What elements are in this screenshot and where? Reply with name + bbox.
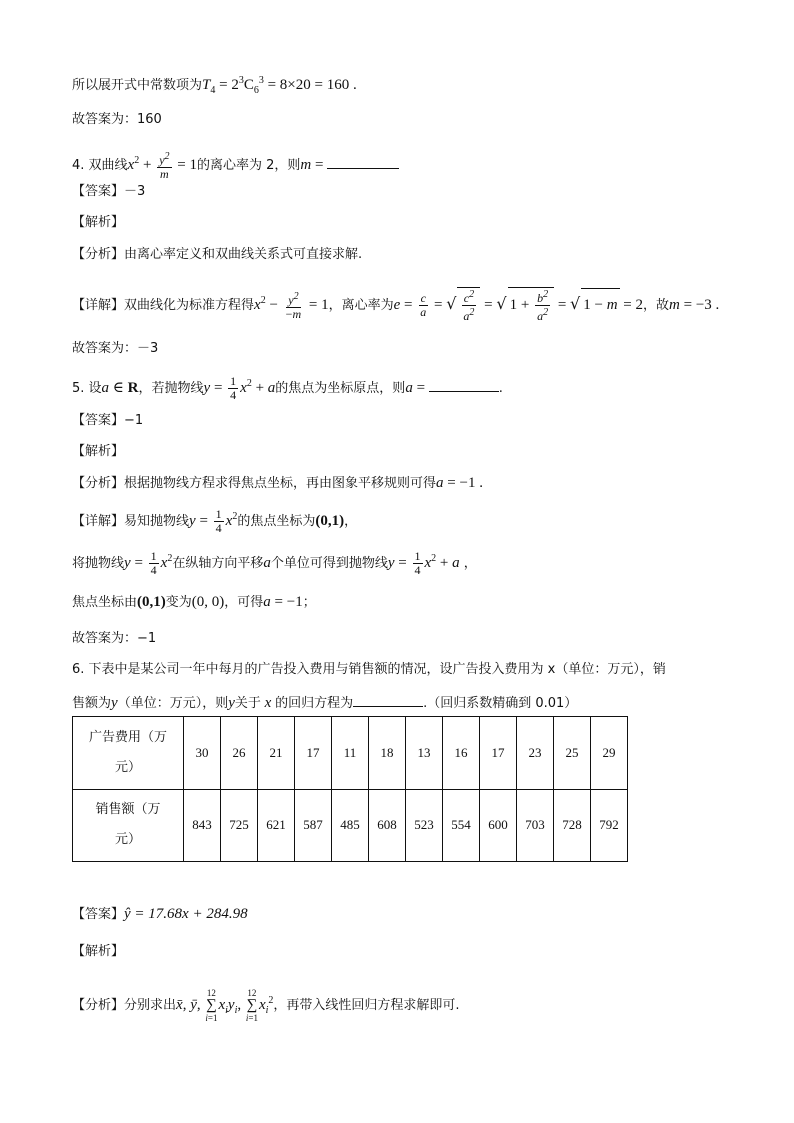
q5-set: a ∈ R — [101, 380, 139, 396]
fenxi-label: 【分析】 — [72, 476, 125, 491]
q5-line2: 将抛物线y = $\frac{1}{4}$ $x^2$在纵轴方向平移a个单位可得到抛物线y = $\frac{1}{4}$ $x^2 + a$ ， — [72, 549, 477, 578]
formula: $T_4 = 2^3C_6^3 = 8\times 20 = 160$ . — [202, 75, 357, 96]
cell: 608 — [369, 789, 406, 862]
table-row — [73, 717, 628, 790]
q5-question: 5. 设a ∈ R，若抛物线y = $\frac{1}{4}$ $x^2 + a$的焦点为坐标原点，则a = . — [72, 374, 503, 403]
header-text: 广告费用（万 — [88, 729, 167, 745]
text: 将抛物线 — [72, 556, 125, 571]
text: 焦点坐标由 — [72, 595, 138, 610]
parabola-base: y = $\frac{1}{4}$ $x^2$ — [189, 507, 238, 536]
q5-final: 故答案为：−1 — [72, 631, 157, 646]
var-y: y — [111, 695, 118, 711]
answer-label: 【答案】 — [72, 907, 125, 922]
cell: 554 — [443, 789, 480, 862]
q4-final: 故答案为：－3 — [72, 341, 159, 356]
fenxi-result: a = −1 . — [436, 475, 483, 491]
q4-text: 的离心率为 2，则 — [196, 158, 301, 173]
q5-xiangjie: 【详解】易知抛物线y = $\frac{1}{4}$ $x^2$的焦点坐标为(0,1)， — [72, 507, 358, 536]
fenxi-text: ，再带入线性回归方程求解即可. — [273, 998, 460, 1013]
q6-fenxi — [72, 981, 460, 1031]
text: 个单位可得到抛物线 — [270, 556, 388, 571]
text: 售额为 — [72, 696, 112, 711]
q5-answer — [72, 412, 143, 430]
q5-text: ，若抛物线 — [138, 381, 204, 396]
xiangjie-text: 双曲线化为标准方程得 — [124, 298, 255, 313]
text: 在纵轴方向平移 — [172, 556, 264, 571]
xiangjie-label: 【详解】 — [72, 298, 125, 313]
fenxi-text: 分别求出 — [124, 998, 177, 1013]
cell: 11 — [332, 717, 369, 790]
cell: 587 — [295, 789, 332, 862]
point-from: (0,1) — [137, 594, 166, 610]
text: ，可得 — [224, 595, 264, 610]
q4-eq: = — [311, 157, 328, 173]
result: m = −3 . — [669, 297, 720, 313]
eccentricity-formula: e = $\frac{c}{a}$ = √ $\frac{c^2}{a^2}$ = √ 1 + $\frac{b^2}{a^2}$ = √ 1 − m = 2 — [393, 289, 644, 324]
q4-jiexi: 【解析】 — [72, 215, 125, 230]
q5-line3: 焦点坐标由(0,1)变为(0, 0)，可得a = −1； — [72, 594, 316, 610]
xiangjie-text: 的焦点坐标为 — [237, 514, 316, 529]
xiangjie-text: ，故 — [643, 298, 670, 313]
cell: 23 — [517, 717, 554, 790]
q4-fenxi — [72, 246, 362, 264]
q4-formula: $x^2$ + $\frac{y^2}{m}$ = 1 — [127, 151, 197, 182]
table-row — [73, 789, 628, 862]
cell: 703 — [517, 789, 554, 862]
fenxi-text: 由离心率定义和双曲线关系式可直接求解. — [124, 247, 363, 262]
q6-blank — [353, 692, 423, 707]
header-text: 元） — [114, 832, 141, 848]
fenxi-label: 【分析】 — [72, 998, 125, 1013]
q6-jiexi: 【解析】 — [72, 944, 125, 959]
cell: 17 — [480, 717, 517, 790]
cell: 523 — [406, 789, 443, 862]
cell: 600 — [480, 789, 517, 862]
xiangjie-text: ，离心率为 — [328, 298, 394, 313]
cell: 21 — [258, 717, 295, 790]
q5-fenxi — [72, 474, 483, 493]
cell: 621 — [258, 789, 295, 862]
xiangjie-text: 易知抛物线 — [124, 514, 190, 529]
cell: 26 — [221, 717, 258, 790]
text: （单位：万元），则 — [117, 696, 229, 711]
q6-text1: 6. 下表中是某公司一年中每月的广告投入费用与销售额的情况，设广告投入费用为 x（单位：万元），销 — [72, 662, 666, 677]
cell: 30 — [184, 717, 221, 790]
q4-answer — [72, 183, 145, 201]
cell: 485 — [332, 789, 369, 862]
row-header — [73, 789, 184, 862]
parabola-shifted: y = $\frac{1}{4}$ $x^2 + a$ — [387, 549, 460, 578]
cell: 17 — [295, 717, 332, 790]
q5-blank — [429, 377, 499, 392]
text: .（回归系数精确到 0.01） — [423, 696, 578, 711]
cell: 843 — [184, 789, 221, 862]
var-y: y — [228, 695, 235, 711]
q5-jiexi: 【解析】 — [72, 444, 125, 459]
cell: 725 — [221, 789, 258, 862]
parabola: y = $\frac{1}{4}$ $x^2 + a$ — [203, 374, 276, 403]
q5-eq: a = — [405, 380, 429, 396]
fenxi-label: 【分析】 — [72, 247, 125, 262]
text: 关于 — [234, 696, 261, 711]
std-equation: $x^2$ − $\frac{y^2}{-m}$ = 1 — [254, 291, 329, 322]
text: 变为 — [165, 595, 192, 610]
q4-question — [72, 147, 399, 181]
answer-value: −1 — [124, 413, 144, 428]
answer-line: 故答案为：160 — [72, 112, 162, 127]
data-table — [72, 716, 628, 862]
answer-value: ŷ = 17.68x + 284.98 — [124, 906, 248, 922]
answer-label: 【答案】 — [72, 413, 125, 428]
header-text: 元） — [114, 759, 141, 775]
cell: 29 — [591, 717, 628, 790]
cell: 728 — [554, 789, 591, 862]
cell: 25 — [554, 717, 591, 790]
point-to: (0, 0) — [191, 594, 225, 610]
q6-answer — [72, 905, 248, 924]
parabola-base: y = $\frac{1}{4}$ $x^2$ — [124, 549, 173, 578]
cell: 792 — [591, 789, 628, 862]
cell: 16 — [443, 717, 480, 790]
answer-value: －3 — [124, 184, 146, 199]
q6-text2 — [72, 692, 577, 713]
fenxi-text: 根据抛物线方程求得焦点坐标，再由图象平移规则可得 — [124, 476, 437, 491]
sums-formula: x̄, ȳ, 12 ∑ i=1 $x_iy_i$, 12 ∑ i=1 $x_i^2$ — [176, 988, 274, 1024]
var-a: a — [263, 555, 271, 571]
answer-label: 【答案】 — [72, 184, 125, 199]
q4-blank — [327, 154, 399, 169]
line-constant-term — [72, 72, 357, 100]
text: 的回归方程为 — [275, 696, 354, 711]
var-x: x — [260, 695, 276, 711]
focus-point: (0,1) — [315, 513, 345, 529]
q4-xiangjie — [72, 285, 719, 323]
cell: 13 — [406, 717, 443, 790]
q4-number: 4. 双曲线 — [72, 158, 128, 173]
q5-text: 的焦点为坐标原点，则 — [275, 381, 406, 396]
q4-m: m — [300, 157, 312, 173]
text: 所以展开式中常数项为 — [72, 78, 203, 93]
result: a = −1 — [263, 594, 303, 610]
header-text: 销售额（万 — [95, 802, 161, 818]
xiangjie-label: 【详解】 — [72, 514, 125, 529]
q5-number: 5. 设 — [72, 381, 102, 396]
row-header — [73, 717, 184, 790]
cell: 18 — [369, 717, 406, 790]
